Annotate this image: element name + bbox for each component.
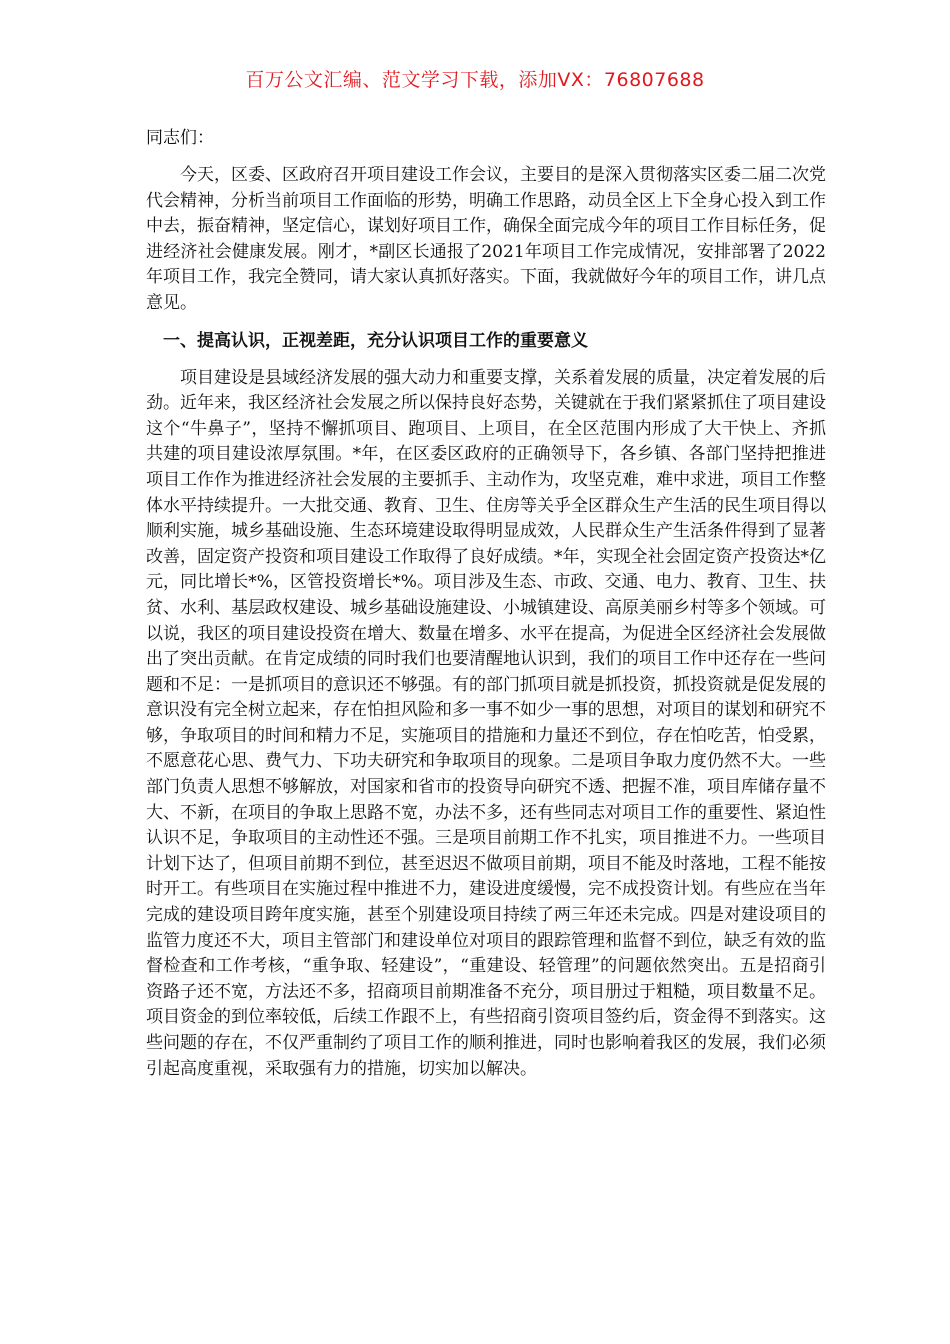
section-body-paragraph: 项目建设是县域经济发展的强大动力和重要支撑，关系着发展的质量，决定着发展的后劲。近年来，我区经济社会发展之所以保持良好态势，关键就在于我们紧紧抓住了项目建设这个“牛鼻子”，坚持不懈抓项目、跑项目、上项目，在全区范围内形成了大干快上、齐抓共建的项目建设浓厚氛围。*年，在区委区政府的正确领导下，各乡镇、各部门坚持把推进项目工作作为推进经济社会发展的主要抓手、主动作为，攻坚克难，难中求进，项目工作整体水平持续提升。一大批交通、教育、卫生、住房等关乎全区群众生产生活的民生项目得以顺利实施，城乡基础设施、生态环境建设取得明显成效，人民群众生产生活条件得到了显著改善，固定资产投资和项目建设工作取得了良好成绩。*年，实现全社会固定资产投资达*亿元，同比增长*%，区管投资增长*%。项目涉及生态、市政、交通、电力、教育、卫生、扶贫、水利、基层政权建设、城乡基础设施建设、小城镇建设、高原美丽乡村等多个领域。可以说，我区的项目建设投资在增大、数量在增多、水平在提高，为促进全区经济社会发展做出了突出贡献。在肯定成绩的同时我们也要清醒地认识到，我们的项目工作中还存在一些问题和不足：一是抓项目的意识还不够强。有的部门抓项目就是抓投资，抓投资就是促发展的意识没有完全树立起来，存在怕担风险和多一事不如少一事的思想，对项目的谋划和研究不够，争取项目的时间和精力不足，实施项目的措施和力量还不到位，存在怕吃苦，怕受累，不愿意花心思、费气力、下功夫研究和争取项目的现象。二是项目争取力度仍然不大。一些部门负责人思想不够解放，对国家和省市的投资导向研究不透、把握不准，项目库储存量不大、不新，在项目的争取上思路不宽，办法不多，还有些同志对项目工作的重要性、紧迫性认识不足，争取项目的主动性还不强。三是项目前期工作不扎实，项目推进不力。一些项目计划下达了，但项目前期不到位，甚至迟迟不做项目前期，项目不能及时落地，工程不能按时开工。有些项目在实施过程中推进不力，建设进度缓慢，完不成投资计划。有些应在当年完成的建设项目跨年度实施，甚至个别建设项目持续了两三年还未完成。四是对建设项目的监管力度还不大，项目主管部门和建设单位对项目的跟踪管理和监督不到位，缺乏有效的监督检查和工作考核，“重争取、轻建设”，“重建设、轻管理”的问题依然突出。五是招商引资路子还不宽，方法还不多，招商项目前期准备不充分，项目册过于粗糙，项目数量不足。项目资金的到位率较低，后续工作跟不上，有些招商引资项目签约后，资金得不到落实。这些问题的存在，不仅严重制约了项目工作的顺利推进，同时也影响着我区的发展，我们必须引起高度重视，采取强有力的措施，切实加以解决。: [146, 367, 826, 1079]
intro-paragraph: 今天，区委、区政府召开项目建设工作会议，主要目的是深入贯彻落实区委二届二次党代会精神，分析当前项目工作面临的形势，明确工作思路，动员全区上下全身心投入到工作中去，振奋精神，坚定信心，谋划好项目工作，确保全面完成今年的项目工作目标任务，促进经济社会健康发展。刚才，*副区长通报了2021年项目工作完成情况，安排部署了2022年项目工作，我完全赞同，请大家认真抓好落实。下面，我就做好今年的项目工作，讲几点意见。: [146, 165, 826, 313]
header-watermark: 百万公文汇编、范文学习下载，添加VX：76807688: [245, 69, 705, 91]
document-body: [146, 126, 826, 1094]
section-heading: 一、提高认识，正视差距，充分认识项目工作的重要意义: [163, 330, 588, 351]
salutation: 同志们：: [146, 128, 214, 148]
